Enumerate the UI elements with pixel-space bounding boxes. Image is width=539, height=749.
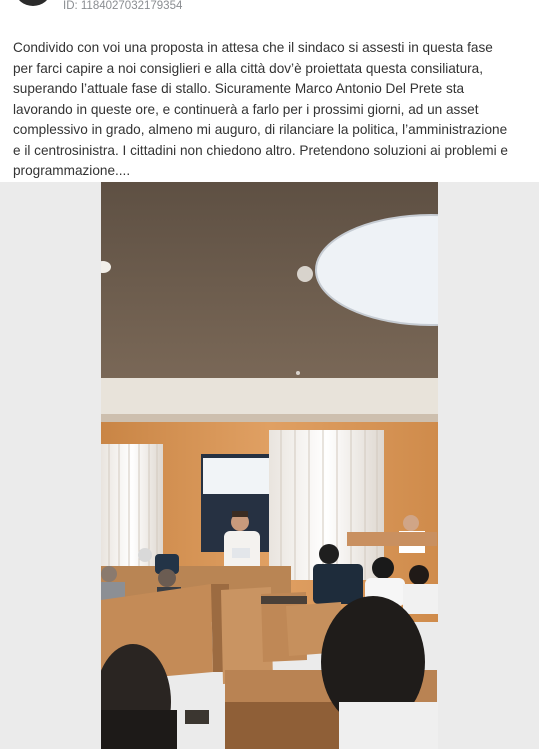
ceiling-sensor: [297, 266, 313, 282]
author-avatar[interactable]: [16, 0, 50, 6]
post-id: ID: 1184027032179354: [63, 0, 183, 12]
council-chamber-photo[interactable]: [101, 182, 438, 749]
curtain-left: [101, 444, 163, 584]
seated-man-right: [313, 564, 363, 604]
post-media-container: [0, 182, 539, 749]
post-body-text: Condivido con voi una proposta in attesa che il sindaco si assesti in questa fase per farci capire a noi consiglieri e alla città dov’è proiettata questa consiliatura, superando l’attuale fase di stallo. Sicuramente Marco Antonio Del Prete sta lavorando in queste ore, e continuerà a farlo per i prossimi giorni, ad un asset complessivo in grado, almeno mi auguro, di rilanciare la politica, l’amministrazione e il centrosinistra. I cittadini non chiedono altro. Pretendono soluzioni ai problemi e programmazione....: [13, 40, 508, 178]
